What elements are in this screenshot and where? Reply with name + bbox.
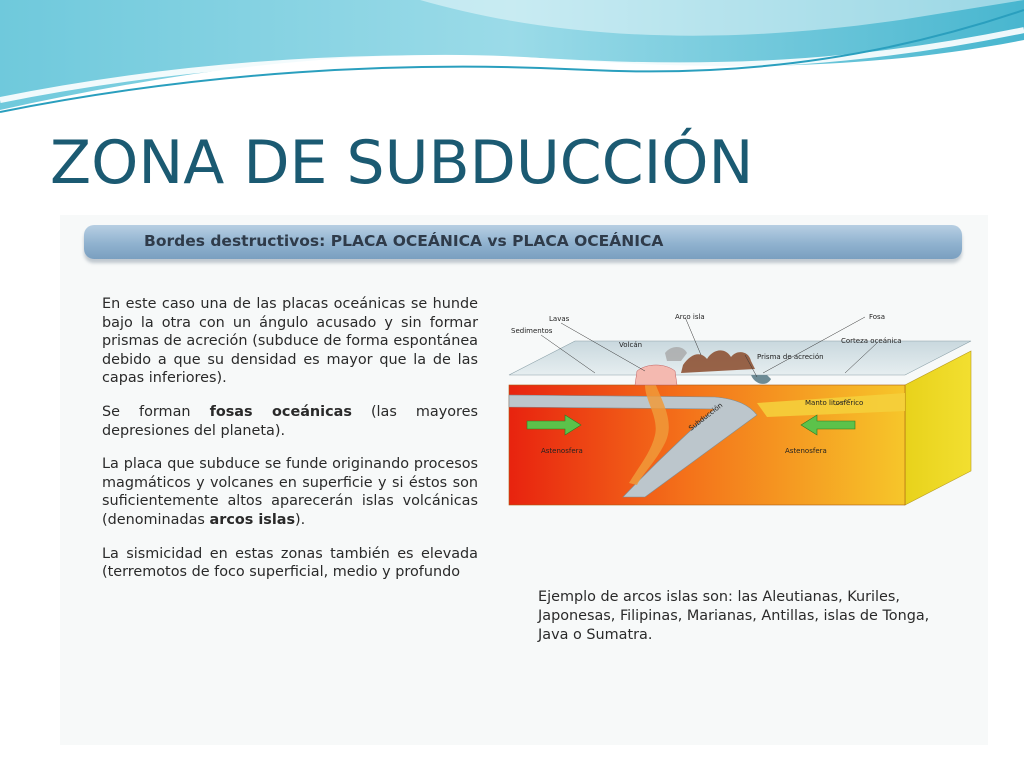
paragraph-4 xyxy=(102,545,478,582)
label-sedimentos: Sedimentos xyxy=(511,327,553,335)
section-banner xyxy=(84,225,962,259)
paragraph-2-text-a: Se forman xyxy=(102,403,210,420)
paragraph-3-text-b: ). xyxy=(295,511,306,528)
lava-flow xyxy=(635,365,677,385)
label-corteza: Corteza oceánica xyxy=(841,337,902,345)
island-arc-examples: Ejemplo de arcos islas son: las Aleutianas, Kuriles, Japonesas, Filipinas, Marianas, Antillas, islas de Tonga, Java o Sumatra. xyxy=(538,589,930,643)
content-panel xyxy=(60,215,988,745)
label-fosa: Fosa xyxy=(869,313,885,321)
label-subduccion: Subducción xyxy=(687,401,725,433)
banner-title: Bordes destructivos: PLACA OCEÁNICA vs PLACA OCEÁNICA xyxy=(144,232,664,250)
paragraph-3-bold: arcos islas xyxy=(209,511,296,528)
paragraph-3-text-a: La placa que subduce se funde originando procesos magmáticos y volcanes en superficie y si éstos son suficientemente altos aparecerán islas volcánicas (denominadas xyxy=(102,456,478,528)
explanation-text xyxy=(102,295,478,597)
block-side-face xyxy=(905,351,971,505)
label-astenosfera-left: Astenosfera xyxy=(541,447,583,455)
subduction-diagram xyxy=(505,313,975,513)
header-wave-decoration xyxy=(0,0,1024,120)
label-astenosfera-right: Astenosfera xyxy=(785,447,827,455)
label-manto: Manto litosférico xyxy=(805,399,864,407)
paragraph-1-text: En este caso una de las placas oceánicas se hunde bajo la otra con un ángulo acusado y sin formar prismas de acreción (subduce de forma espontánea debido a que su densidad es mayor que la de las capas inferiores). xyxy=(102,296,478,387)
paragraph-3 xyxy=(102,455,478,529)
slide-title: ZONA DE SUBDUCCIÓN xyxy=(50,128,754,198)
paragraph-4-text: La sismicidad en estas zonas también es elevada (terremotos de foco superficial, medio y profundo xyxy=(102,545,478,581)
trench xyxy=(751,375,771,384)
paragraph-1 xyxy=(102,295,478,388)
paragraph-2-text-b: (las mayores depresiones del planeta). xyxy=(102,403,479,439)
label-prisma: Prisma de acreción xyxy=(757,353,824,361)
label-lavas: Lavas xyxy=(549,315,570,323)
paragraph-2-bold: fosas oceánicas xyxy=(209,403,352,420)
label-volcan: Volcán xyxy=(619,341,643,349)
label-arco-isla: Arco isla xyxy=(675,313,705,321)
paragraph-2 xyxy=(102,403,478,440)
